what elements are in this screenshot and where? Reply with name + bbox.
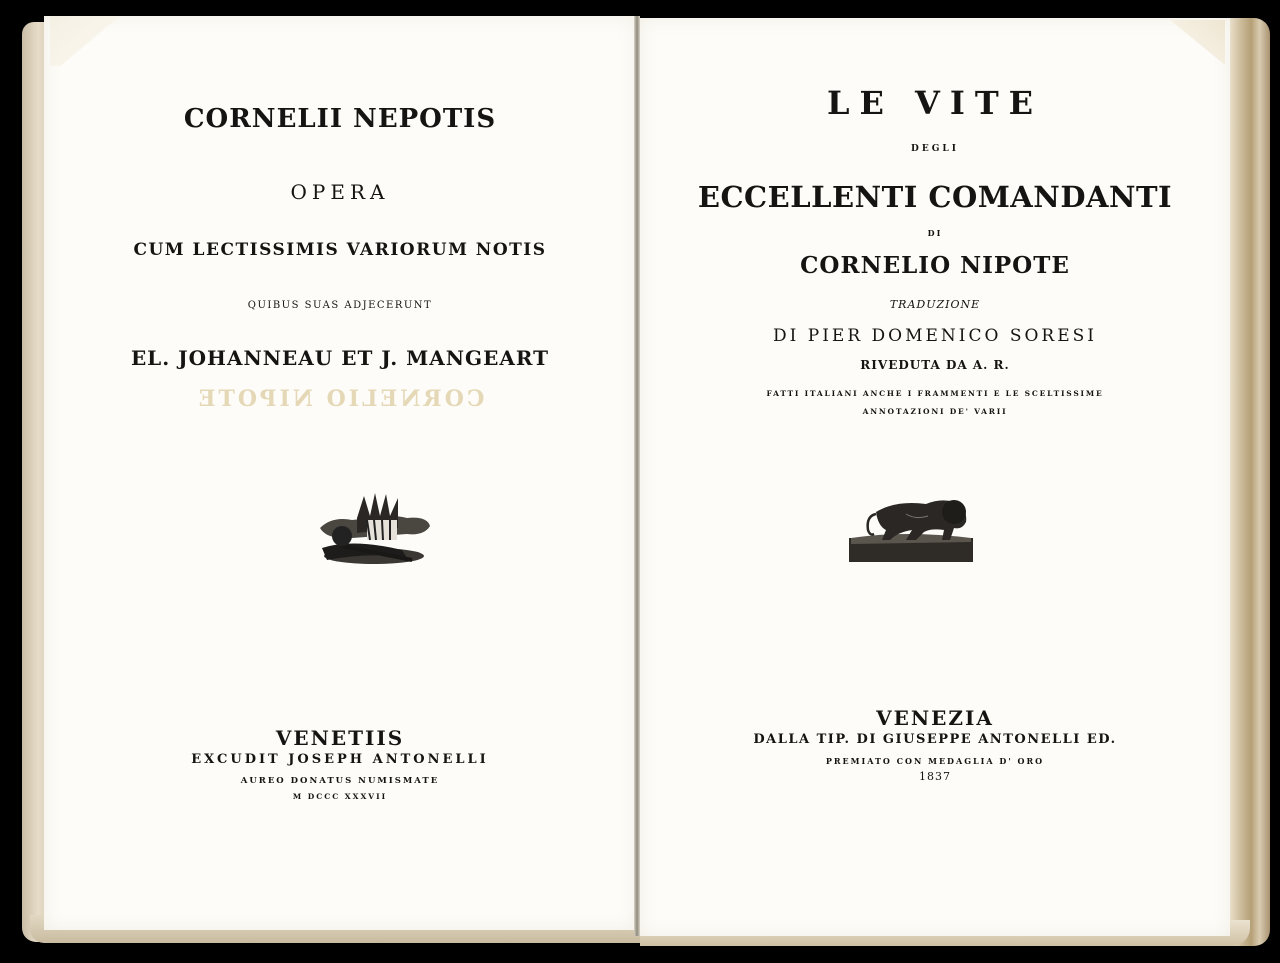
right-degli: DEGLI: [911, 144, 959, 154]
show-through-text: CORNELIO NIPOTE: [195, 386, 485, 412]
page-block-right-edge: [1228, 18, 1270, 946]
right-di: DI: [927, 228, 943, 238]
left-imprint-award: AUREO DONATUS NUMISMATE: [240, 776, 440, 786]
right-note-line2: ANNOTAZIONI DE' VARII: [862, 407, 1008, 416]
left-editors: EL. JOHANNEAU ET J. MANGEART: [130, 346, 550, 370]
right-imprint-year: 1837: [919, 770, 951, 783]
right-title: LE VITE: [826, 84, 1044, 122]
trophy-vignette-icon: [312, 488, 437, 568]
left-quibus: QUIBUS SUAS ADJECERUNT: [247, 300, 433, 311]
left-work: OPERA: [290, 180, 390, 204]
left-imprint-printer: EXCUDIT JOSEPH ANTONELLI: [191, 752, 489, 767]
left-author: CORNELII NEPOTIS: [183, 104, 497, 134]
right-author: CORNELIO NIPOTE: [800, 252, 1070, 279]
right-subject: ECCELLENTI COMANDANTI: [697, 180, 1173, 214]
right-imprint-printer: DALLA TIP. DI GIUSEPPE ANTONELLI ED.: [753, 732, 1117, 747]
right-imprint-city: VENEZIA: [876, 706, 994, 730]
right-imprint-award: PREMIATO CON MEDAGLIA D' ORO: [825, 756, 1045, 766]
left-imprint-city: VENETIIS: [275, 726, 405, 750]
right-page: [640, 18, 1230, 936]
right-revised: RIVEDUTA DA A. R.: [860, 358, 1010, 372]
left-imprint-year: M DCCC XXXVII: [292, 792, 388, 801]
right-translator: DI PIER DOMENICO SORESI: [773, 326, 1097, 346]
left-subtitle: CUM LECTISSIMIS VARIORUM NOTIS: [133, 240, 547, 260]
lion-vignette-icon: [846, 490, 976, 565]
right-note-line1: FATTI ITALIANI ANCHE I FRAMMENTI E LE SCELTISSIME: [766, 389, 1104, 398]
right-traduzione: TRADUZIONE: [889, 298, 981, 311]
